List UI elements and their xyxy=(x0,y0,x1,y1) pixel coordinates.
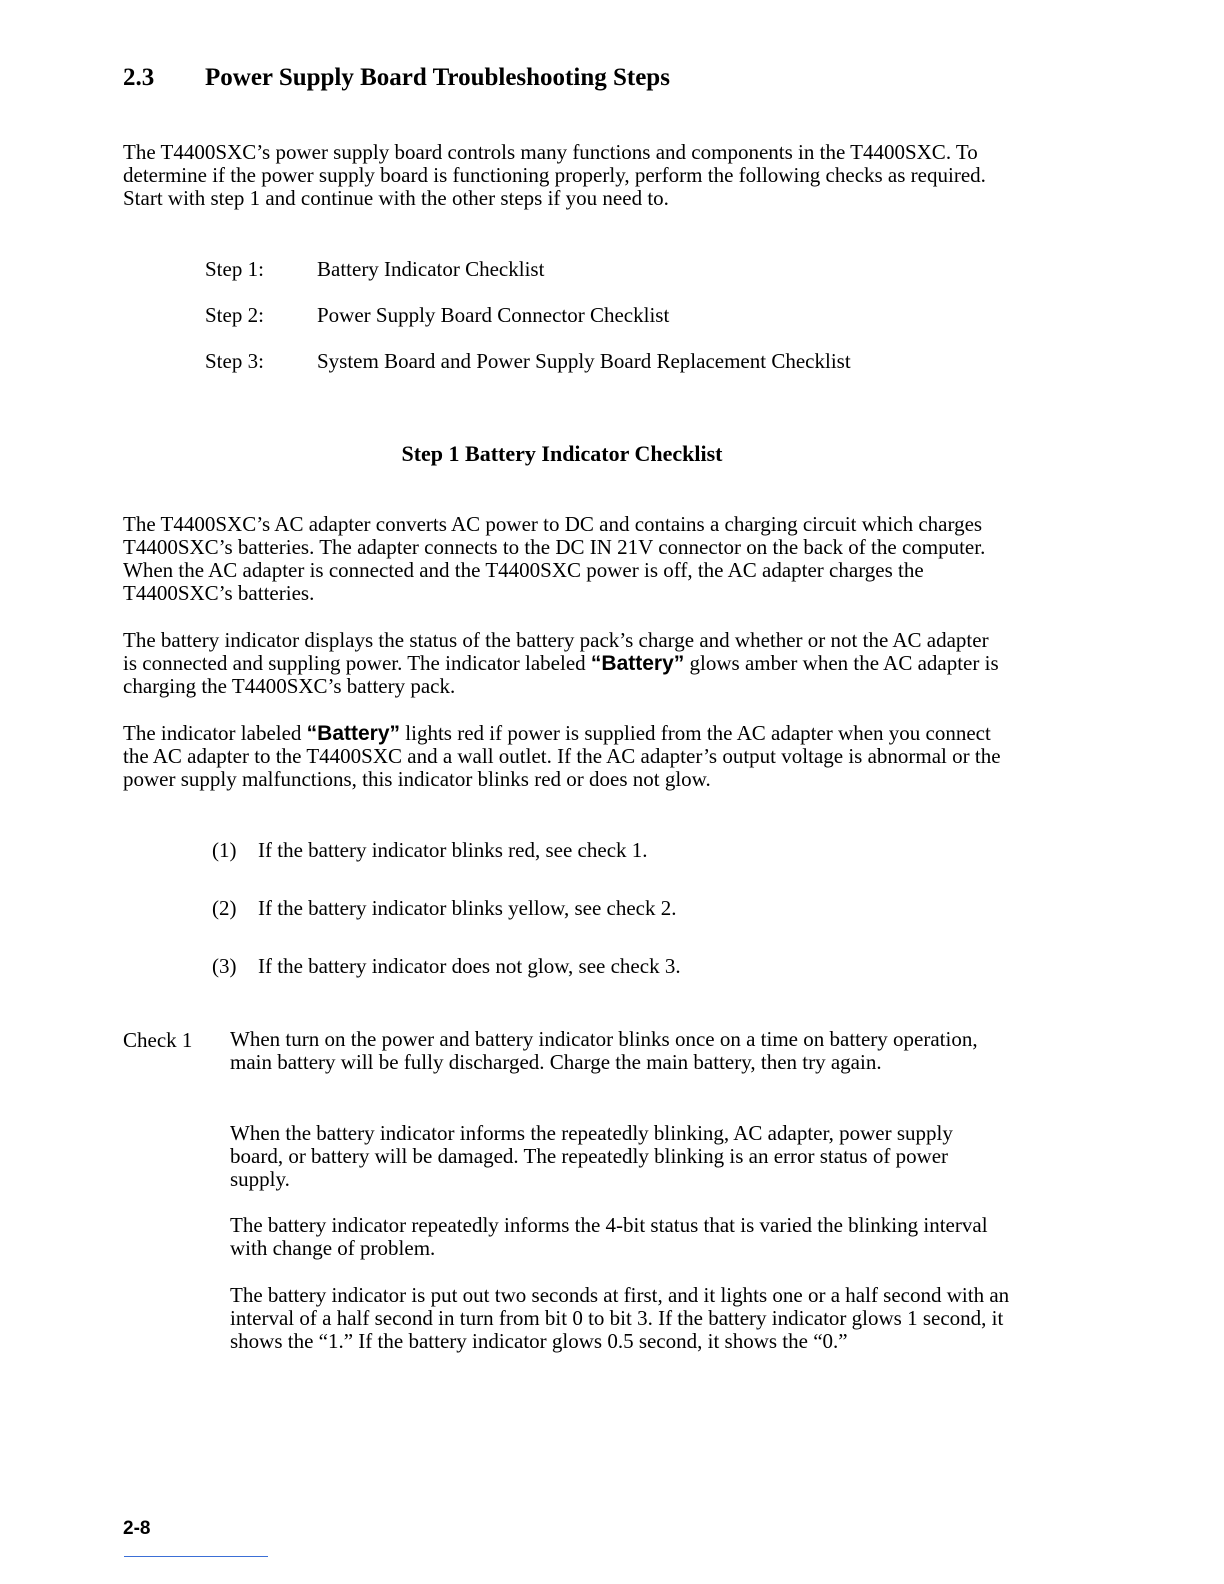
intro-paragraph: The T4400SXC’s power supply board controls many functions and components in the T4400SXC. To determine if the power supply board is functioning properly, perform the following checks as required. Start with step 1 and continue with the other steps if you need to. xyxy=(123,140,986,210)
case-item xyxy=(212,837,681,895)
battery-label: “Battery” xyxy=(590,652,685,675)
case-text: If the battery indicator does not glow, see check 3. xyxy=(258,954,681,978)
check1-paragraph: When the battery indicator informs the repeatedly blinking, AC adapter, power supply board, or battery will be damaged. The repeatedly blinking is an error status of power supply. xyxy=(230,1121,953,1191)
case-number: (1) xyxy=(212,838,237,862)
steps-list xyxy=(205,256,851,394)
step1-heading: Step 1 Battery Indicator Checklist xyxy=(401,441,723,466)
battery-label: “Battery” xyxy=(306,722,401,745)
red-light-paragraph xyxy=(123,722,1003,791)
step-item xyxy=(205,302,851,348)
step-item xyxy=(205,256,851,302)
red-text-before: The indicator labeled xyxy=(123,721,307,745)
step-item xyxy=(205,348,851,394)
indicator-text-before: The battery indicator displays the status of the battery pack’s charge and whether or not the AC adapter is connected and suppling power. The indicator labeled xyxy=(123,628,989,675)
step-text: Battery Indicator Checklist xyxy=(317,257,545,281)
case-item xyxy=(212,953,681,1011)
case-text: If the battery indicator blinks red, see check 1. xyxy=(258,838,648,862)
red-text-after: lights red if power is supplied from the AC adapter when you connect the AC adapter to the T4400SXC and a wall outlet. If the AC adapter’s output voltage is abnormal or the power supply malfunctions, this indicator blinks red or does not glow. xyxy=(123,721,1001,791)
step-label: Step 2: xyxy=(205,303,264,327)
step-text: System Board and Power Supply Board Replacement Checklist xyxy=(317,349,851,373)
section-title: Power Supply Board Troubleshooting Steps xyxy=(205,64,670,91)
page-number: 2-8 xyxy=(123,1518,151,1539)
case-number: (2) xyxy=(212,896,237,920)
section-heading xyxy=(123,64,670,92)
step-label: Step 1: xyxy=(205,257,264,281)
step-text: Power Supply Board Connector Checklist xyxy=(317,303,670,327)
case-number: (3) xyxy=(212,954,237,978)
footer-rule xyxy=(124,1556,268,1557)
indicator-paragraph xyxy=(123,629,1003,698)
indicator-text-after: glows amber when the AC adapter is charging the T4400SXC’s battery pack. xyxy=(123,651,999,698)
step-label: Step 3: xyxy=(205,349,264,373)
cases-list xyxy=(212,837,681,1011)
adapter-paragraph: The T4400SXC’s AC adapter converts AC power to DC and contains a charging circuit which charges T4400SXC’s batteries. The adapter connects to the DC IN 21V connector on the back of the computer. When the AC adapter is connected and the T4400SXC power is off, the AC adapter charges the T4400SXC’s batteries. xyxy=(123,512,986,605)
case-item xyxy=(212,895,681,953)
case-text: If the battery indicator blinks yellow, see check 2. xyxy=(258,896,677,920)
section-number: 2.3 xyxy=(123,64,155,91)
check1-paragraph: The battery indicator is put out two seconds at first, and it lights one or a half second with an interval of a half second in turn from bit 0 to bit 3. If the battery indicator glows 1 second, it shows the “1.” If the battery indicator glows 0.5 second, it shows the “0.” xyxy=(230,1283,1010,1353)
check1-paragraph: The battery indicator repeatedly informs the 4-bit status that is varied the blinking interval with change of problem. xyxy=(230,1213,988,1260)
check1-label: Check 1 xyxy=(123,1028,193,1052)
check1-paragraph: When turn on the power and battery indicator blinks once on a time on battery operation, main battery will be fully discharged. Charge the main battery, then try again. xyxy=(230,1027,978,1074)
